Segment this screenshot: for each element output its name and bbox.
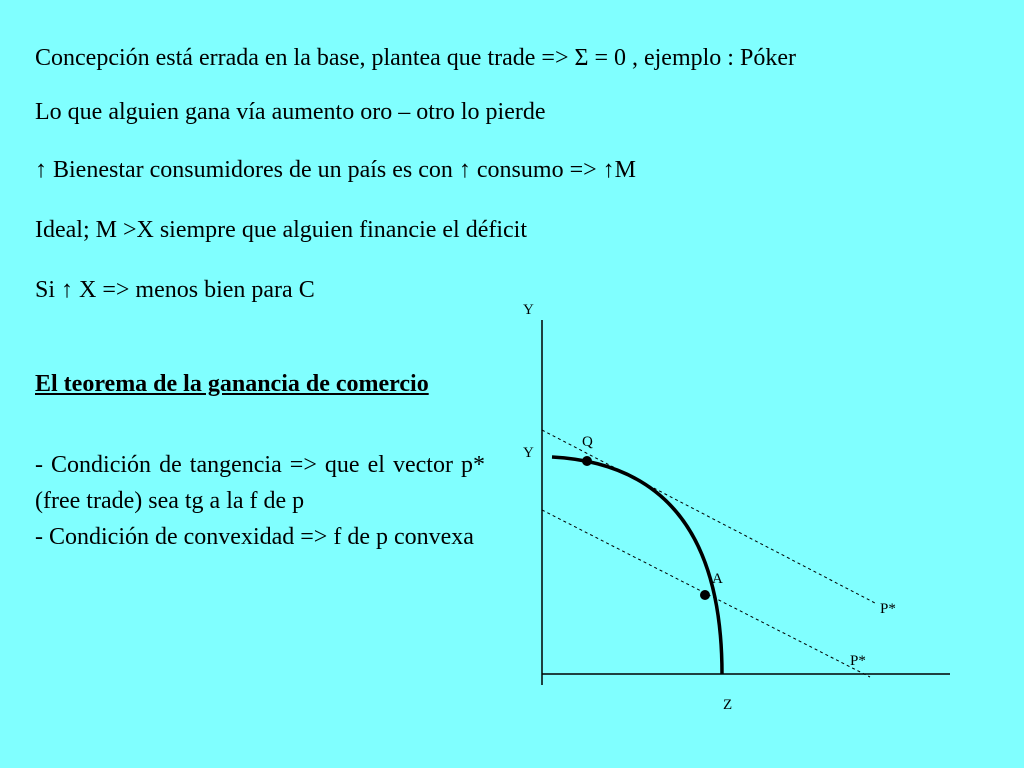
price-line-upper-label: P* — [880, 601, 896, 617]
convexity-condition: - Condición de convexidad => f de p convexa — [35, 524, 474, 550]
tangency-condition: - Condición de tangencia => que el vector p* (free trade) sea tg a la f de p — [35, 452, 485, 514]
theorem-heading: El teorema de la ganancia de comercio — [35, 371, 429, 397]
point-q-label: Q — [582, 434, 593, 450]
statement-line-3: ↑ Bienestar consumidores de un país es con ↑ consumo => ↑M — [35, 157, 636, 183]
price-line-lower-label: P* — [850, 653, 866, 669]
production-frontier-curve — [552, 457, 722, 674]
statement-line-2: Lo que alguien gana vía aumento oro – otro lo pierde — [35, 99, 546, 125]
point-a-marker — [700, 590, 710, 600]
statement-line-1: Concepción está errada en la base, plantea que trade => Σ = 0 , ejemplo : Póker — [35, 45, 796, 71]
point-q-marker — [582, 456, 592, 466]
x-axis-label: Z — [723, 697, 733, 713]
statement-line-5: Si ↑ X => menos bien para C — [35, 277, 315, 303]
statement-line-4: Ideal; M >X siempre que alguien financie el déficit — [35, 217, 528, 243]
y-axis-top-label: Y — [523, 302, 534, 318]
trade-diagram — [500, 290, 960, 720]
point-a-label: A — [712, 571, 723, 587]
y-axis-mid-label: Y — [523, 445, 534, 461]
